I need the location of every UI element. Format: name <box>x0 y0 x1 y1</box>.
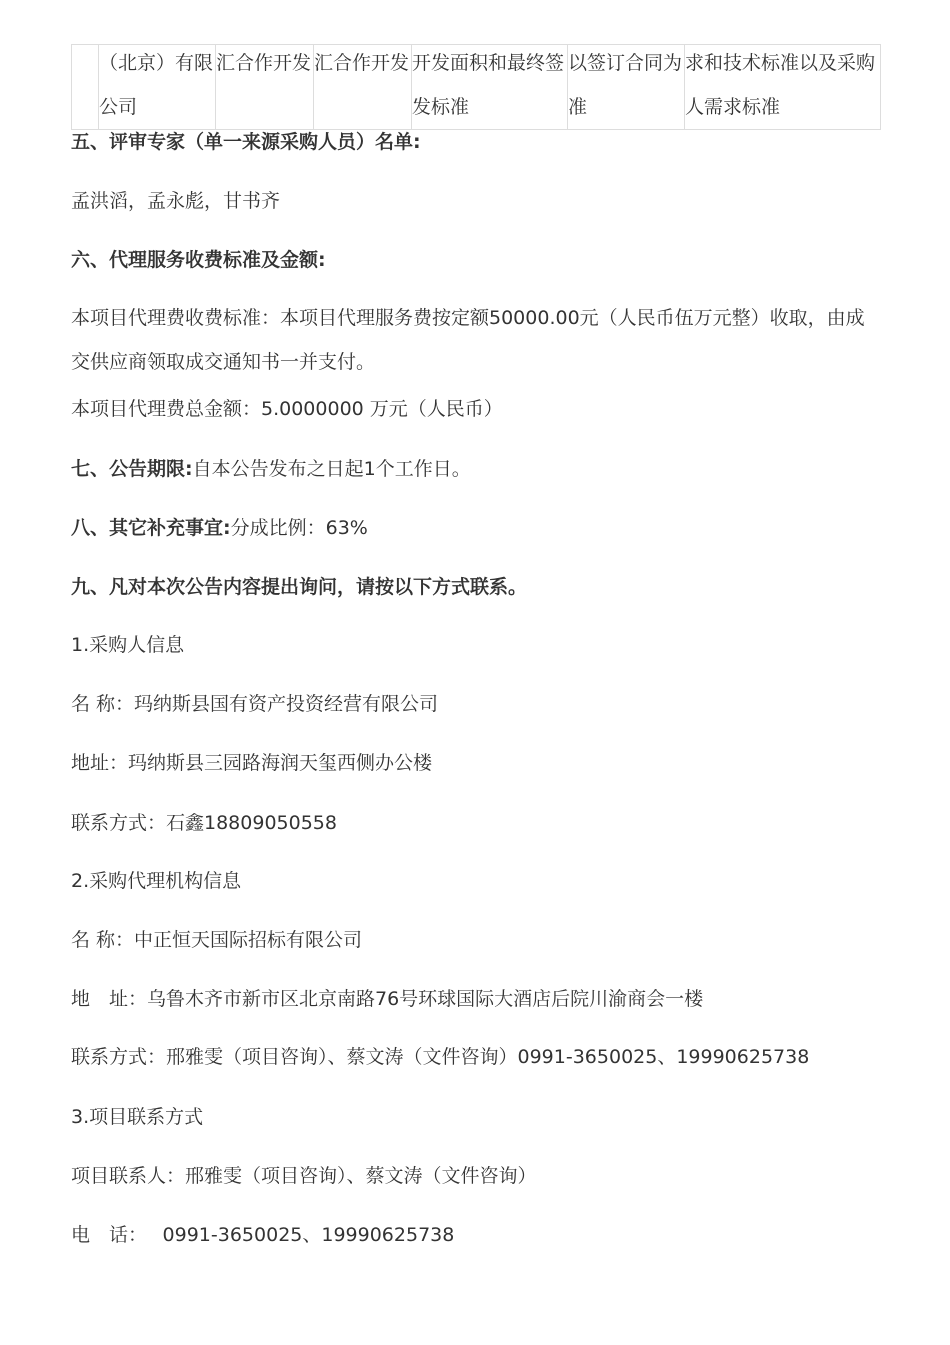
agency-address: 地 址：乌鲁木齐市新市区北京南路76号环球国际大酒店后院川渝商会一楼 <box>71 988 704 1010</box>
period-text: 自本公告发布之日起1个工作日。 <box>192 458 471 480</box>
contact-heading: 九、凡对本次公告内容提出询问，请按以下方式联系。 <box>71 576 528 598</box>
agency-name: 名 称：中正恒天国际招标有限公司 <box>71 929 363 951</box>
period-line <box>71 454 880 484</box>
table-cell: 求和技术标准以及采购人需求标准 <box>685 45 881 130</box>
project-contact-title: 3.项目联系方式 <box>71 1106 204 1128</box>
purchaser-phone: 联系方式：石鑫18809050558 <box>71 812 337 834</box>
fees-total: 本项目代理费总金额：5.0000000 万元（人民币） <box>71 398 503 420</box>
purchaser-address: 地址：玛纳斯县三园路海润天玺西侧办公楼 <box>71 752 433 774</box>
table-cell: 汇合作开发 <box>314 45 412 130</box>
table-cell <box>72 45 99 130</box>
fees-standard: 本项目代理费收费标准：本项目代理服务费按定额50000.00元（人民币伍万元整）收取，由成交供应商领取成交通知书一并支付。 <box>71 307 865 373</box>
agency-phone: 联系方式：邢雅雯（项目咨询）、蔡文涛（文件咨询）0991-3650025、19990625738 <box>71 1046 810 1068</box>
fees-heading: 六、代理服务收费标准及金额: <box>71 249 326 271</box>
results-table-fragment <box>71 44 880 130</box>
table-cell: 开发面积和最终签发标准 <box>412 45 568 130</box>
table-cell: （北京）有限公司 <box>99 45 216 130</box>
agency-title: 2.采购代理机构信息 <box>71 870 242 892</box>
other-text: 分成比例：63% <box>230 517 368 539</box>
experts-heading: 五、评审专家（单一来源采购人员）名单: <box>71 131 421 153</box>
experts-names: 孟洪滔，孟永彪，甘书齐 <box>71 190 281 212</box>
purchaser-title: 1.采购人信息 <box>71 634 185 656</box>
period-label: 七、公告期限: <box>71 458 193 480</box>
table-row <box>72 45 881 130</box>
table-cell: 汇合作开发 <box>216 45 314 130</box>
purchaser-name: 名 称：玛纳斯县国有资产投资经营有限公司 <box>71 693 439 715</box>
project-contact-phone: 电 话： 0991-3650025、19990625738 <box>71 1224 455 1246</box>
table-cell: 以签订合同为准 <box>568 45 685 130</box>
other-line <box>71 513 880 543</box>
other-label: 八、其它补充事宜: <box>71 517 231 539</box>
project-contact-person: 项目联系人：邢雅雯（项目咨询）、蔡文涛（文件咨询） <box>71 1165 537 1187</box>
results-table <box>71 44 881 130</box>
